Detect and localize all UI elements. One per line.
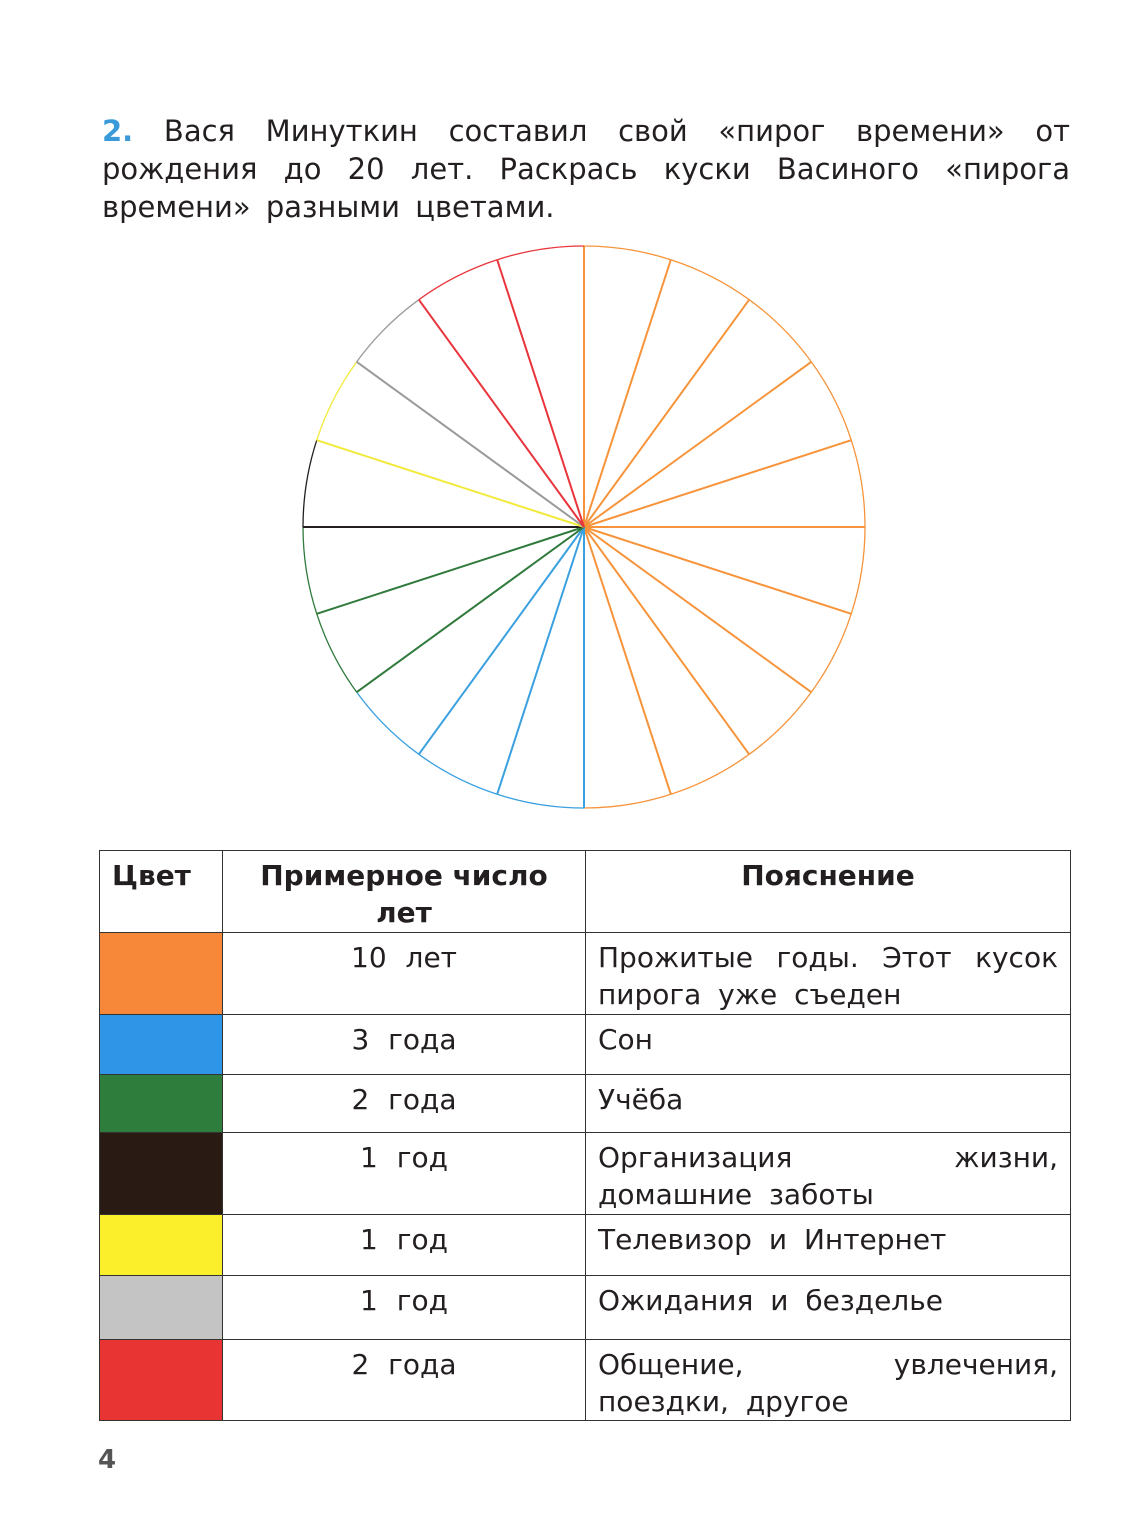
explanation-cell: Общение, увлечения, поездки, другое xyxy=(586,1340,1071,1421)
table-row xyxy=(100,933,1071,1015)
table-row xyxy=(100,1015,1071,1075)
page-number: 4 xyxy=(98,1445,117,1475)
pie-slice-divider xyxy=(419,300,584,527)
pie-slice-divider xyxy=(584,440,851,527)
pie-slice-arc xyxy=(671,260,749,300)
pie-slice-arc xyxy=(584,246,671,260)
color-swatch-cell xyxy=(100,1075,223,1133)
years-cell: 10 лет xyxy=(223,933,586,1015)
pie-slice-arc xyxy=(749,692,811,754)
pie-slice-divider xyxy=(317,527,584,614)
pie-slice-arc xyxy=(811,362,851,440)
pie-slice-arc xyxy=(749,300,811,362)
pie-slice-arc xyxy=(419,754,497,794)
pie-slice-divider xyxy=(357,527,584,692)
color-swatch xyxy=(100,1340,222,1420)
pie-slice-divider xyxy=(584,527,811,692)
table-row xyxy=(100,1075,1071,1133)
pie-slice-arc xyxy=(851,440,865,527)
pie-slice-divider xyxy=(497,260,584,527)
color-swatch xyxy=(100,933,222,1014)
pie-slice-arc xyxy=(584,794,671,808)
task-text xyxy=(102,112,1070,226)
task-number: 2. xyxy=(102,114,134,148)
pie-slice-arc xyxy=(497,246,584,260)
pie-slice-arc xyxy=(671,754,749,794)
years-cell: 1 год xyxy=(223,1215,586,1276)
table-row xyxy=(100,1133,1071,1215)
pie-slice-arc xyxy=(317,362,357,440)
pie-slice-arc xyxy=(357,300,419,362)
explanation-cell: Телевизор и Интернет xyxy=(586,1215,1071,1276)
explanation-cell: Организация жизни, домашние заботы xyxy=(586,1133,1071,1215)
explanation-cell: Ожидания и безделье xyxy=(586,1276,1071,1340)
header-years: Примерное число лет xyxy=(223,851,586,933)
explanation-cell: Сон xyxy=(586,1015,1071,1075)
header-color: Цвет xyxy=(100,851,223,933)
pie-slice-divider xyxy=(584,527,851,614)
legend-table xyxy=(99,850,1071,1421)
table-header-row xyxy=(100,851,1071,933)
pie-slice-divider xyxy=(317,440,584,527)
color-swatch-cell xyxy=(100,1276,223,1340)
color-swatch-cell xyxy=(100,933,223,1015)
task-body: Вася Минуткин составил свой «пирог времени» от рождения до 20 лет. Раскрась куски Васиного «пирога времени» разными цветами. xyxy=(102,114,1071,224)
pie-slice-divider xyxy=(584,527,749,754)
pie-slice-arc xyxy=(497,794,584,808)
color-swatch-cell xyxy=(100,1133,223,1215)
pie-slice-arc xyxy=(357,692,419,754)
years-cell: 2 года xyxy=(223,1340,586,1421)
pie-slice-divider xyxy=(584,260,671,527)
color-swatch xyxy=(100,1276,222,1339)
years-cell: 1 год xyxy=(223,1276,586,1340)
pie-slice-arc xyxy=(303,440,317,527)
color-swatch-cell xyxy=(100,1340,223,1421)
time-pie-chart xyxy=(290,235,880,825)
color-swatch xyxy=(100,1215,222,1275)
color-swatch xyxy=(100,1133,222,1214)
table-row xyxy=(100,1276,1071,1340)
pie-slice-arc xyxy=(317,614,357,692)
years-cell: 3 года xyxy=(223,1015,586,1075)
years-cell: 2 года xyxy=(223,1075,586,1133)
pie-slice-arc xyxy=(419,260,497,300)
color-swatch-cell xyxy=(100,1215,223,1276)
explanation-cell: Прожитые годы. Этот кусок пирога уже съеден xyxy=(586,933,1071,1015)
pie-slice-divider xyxy=(419,527,584,754)
color-swatch-cell xyxy=(100,1015,223,1075)
pie-slice-arc xyxy=(851,527,865,614)
explanation-cell: Учёба xyxy=(586,1075,1071,1133)
color-swatch xyxy=(100,1075,222,1132)
pie-slice-divider xyxy=(497,527,584,794)
pie-slice-divider xyxy=(584,527,671,794)
pie-slice-divider xyxy=(584,300,749,527)
table-row xyxy=(100,1340,1071,1421)
pie-slice-arc xyxy=(811,614,851,692)
header-explanation: Пояснение xyxy=(586,851,1071,933)
pie-slice-divider xyxy=(584,362,811,527)
pie-slice-arc xyxy=(303,527,317,614)
color-swatch xyxy=(100,1015,222,1074)
years-cell: 1 год xyxy=(223,1133,586,1215)
table-row xyxy=(100,1215,1071,1276)
pie-slice-divider xyxy=(357,362,584,527)
